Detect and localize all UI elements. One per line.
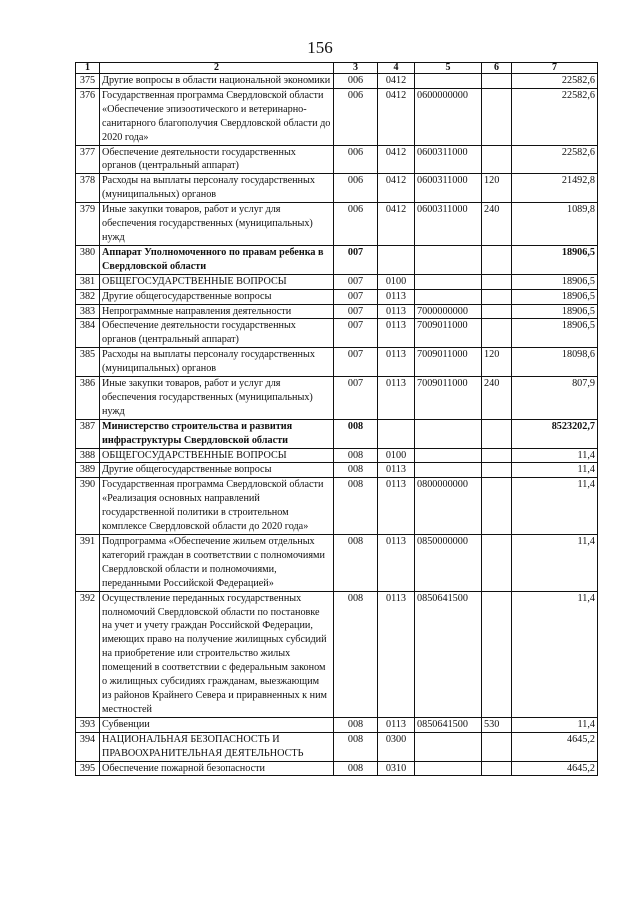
target-article-code xyxy=(415,761,482,776)
target-article-code: 7009011000 xyxy=(415,348,482,377)
ministry-code: 007 xyxy=(334,289,378,304)
ministry-code: 007 xyxy=(334,304,378,319)
row-name: Иные закупки товаров, работ и услуг для обеспечения государственных (муниципальных) нужд xyxy=(100,377,334,420)
table-row xyxy=(76,319,598,348)
target-article-code xyxy=(415,274,482,289)
column-header: 2 xyxy=(100,63,334,74)
expense-type-code xyxy=(482,289,512,304)
ministry-code: 006 xyxy=(334,174,378,203)
section-code: 0412 xyxy=(378,203,415,246)
target-article-code: 0850000000 xyxy=(415,535,482,592)
expense-type-code xyxy=(482,145,512,174)
row-number: 381 xyxy=(76,274,100,289)
ministry-code: 008 xyxy=(334,717,378,732)
table-row xyxy=(76,591,598,717)
expense-type-code xyxy=(482,419,512,448)
row-amount: 18906,5 xyxy=(512,289,598,304)
expense-type-code xyxy=(482,535,512,592)
expense-type-code xyxy=(482,88,512,145)
row-amount: 11,4 xyxy=(512,448,598,463)
table-row xyxy=(76,348,598,377)
table-row xyxy=(76,203,598,246)
section-code: 0412 xyxy=(378,88,415,145)
expense-type-code xyxy=(482,448,512,463)
row-amount: 22582,6 xyxy=(512,74,598,89)
ministry-code: 008 xyxy=(334,463,378,478)
row-amount: 11,4 xyxy=(512,591,598,717)
row-name: Обеспечение пожарной безопасности xyxy=(100,761,334,776)
target-article-code: 0800000000 xyxy=(415,478,482,535)
column-header: 6 xyxy=(482,63,512,74)
target-article-code: 0600000000 xyxy=(415,88,482,145)
row-amount: 1089,8 xyxy=(512,203,598,246)
row-amount: 18098,6 xyxy=(512,348,598,377)
table-row xyxy=(76,304,598,319)
expense-type-code: 120 xyxy=(482,348,512,377)
row-name: Государственная программа Свердловской области «Обеспечение эпизоотического и ветеринарно-санитарного благополучия Свердловской области до 2020 года» xyxy=(100,88,334,145)
table-row xyxy=(76,761,598,776)
row-amount: 18906,5 xyxy=(512,245,598,274)
section-code xyxy=(378,419,415,448)
row-number: 394 xyxy=(76,732,100,761)
target-article-code: 7009011000 xyxy=(415,377,482,420)
row-name: Расходы на выплаты персоналу государственных (муниципальных) органов xyxy=(100,174,334,203)
row-number: 390 xyxy=(76,478,100,535)
row-name: ОБЩЕГОСУДАРСТВЕННЫЕ ВОПРОСЫ xyxy=(100,274,334,289)
target-article-code: 0600311000 xyxy=(415,145,482,174)
table-row xyxy=(76,732,598,761)
row-name: НАЦИОНАЛЬНАЯ БЕЗОПАСНОСТЬ И ПРАВООХРАНИТЕЛЬНАЯ ДЕЯТЕЛЬНОСТЬ xyxy=(100,732,334,761)
row-name: Непрограммные направления деятельности xyxy=(100,304,334,319)
table-row xyxy=(76,448,598,463)
target-article-code: 7000000000 xyxy=(415,304,482,319)
section-code: 0113 xyxy=(378,717,415,732)
ministry-code: 008 xyxy=(334,419,378,448)
row-amount: 21492,8 xyxy=(512,174,598,203)
expense-type-code xyxy=(482,304,512,319)
table-row xyxy=(76,88,598,145)
expense-type-code: 530 xyxy=(482,717,512,732)
ministry-code: 007 xyxy=(334,377,378,420)
table-row xyxy=(76,478,598,535)
target-article-code xyxy=(415,419,482,448)
expense-type-code xyxy=(482,245,512,274)
table-row xyxy=(76,419,598,448)
row-number: 384 xyxy=(76,319,100,348)
column-header: 5 xyxy=(415,63,482,74)
header-row xyxy=(76,63,598,74)
table-row xyxy=(76,145,598,174)
row-number: 388 xyxy=(76,448,100,463)
ministry-code: 007 xyxy=(334,348,378,377)
ministry-code: 008 xyxy=(334,448,378,463)
expense-type-code xyxy=(482,74,512,89)
row-name: Обеспечение деятельности государственных органов (центральный аппарат) xyxy=(100,319,334,348)
expense-type-code xyxy=(482,478,512,535)
section-code: 0113 xyxy=(378,319,415,348)
row-number: 391 xyxy=(76,535,100,592)
ministry-code: 008 xyxy=(334,591,378,717)
target-article-code xyxy=(415,245,482,274)
section-code: 0113 xyxy=(378,478,415,535)
section-code: 0300 xyxy=(378,732,415,761)
section-code: 0113 xyxy=(378,535,415,592)
row-amount: 18906,5 xyxy=(512,274,598,289)
row-amount: 11,4 xyxy=(512,535,598,592)
section-code: 0412 xyxy=(378,145,415,174)
ministry-code: 007 xyxy=(334,274,378,289)
row-number: 380 xyxy=(76,245,100,274)
ministry-code: 008 xyxy=(334,732,378,761)
section-code: 0412 xyxy=(378,174,415,203)
ministry-code: 006 xyxy=(334,203,378,246)
ministry-code: 008 xyxy=(334,761,378,776)
row-number: 377 xyxy=(76,145,100,174)
target-article-code xyxy=(415,289,482,304)
target-article-code: 0850641500 xyxy=(415,717,482,732)
expense-type-code xyxy=(482,761,512,776)
row-number: 383 xyxy=(76,304,100,319)
row-amount: 18906,5 xyxy=(512,304,598,319)
expense-type-code xyxy=(482,732,512,761)
row-number: 389 xyxy=(76,463,100,478)
expense-type-code: 240 xyxy=(482,377,512,420)
section-code: 0113 xyxy=(378,463,415,478)
row-amount: 4645,2 xyxy=(512,761,598,776)
row-number: 376 xyxy=(76,88,100,145)
table-row xyxy=(76,463,598,478)
table-row xyxy=(76,245,598,274)
expense-type-code xyxy=(482,591,512,717)
row-amount: 22582,6 xyxy=(512,145,598,174)
expense-type-code: 240 xyxy=(482,203,512,246)
target-article-code xyxy=(415,463,482,478)
table-row xyxy=(76,535,598,592)
target-article-code xyxy=(415,732,482,761)
section-code: 0113 xyxy=(378,304,415,319)
row-amount: 11,4 xyxy=(512,463,598,478)
ministry-code: 006 xyxy=(334,88,378,145)
ministry-code: 006 xyxy=(334,74,378,89)
row-number: 386 xyxy=(76,377,100,420)
row-name: ОБЩЕГОСУДАРСТВЕННЫЕ ВОПРОСЫ xyxy=(100,448,334,463)
row-name: Аппарат Уполномоченного по правам ребенка в Свердловской области xyxy=(100,245,334,274)
target-article-code: 0600311000 xyxy=(415,203,482,246)
section-code: 0412 xyxy=(378,74,415,89)
row-number: 379 xyxy=(76,203,100,246)
ministry-code: 006 xyxy=(334,145,378,174)
row-amount: 8523202,7 xyxy=(512,419,598,448)
column-header: 3 xyxy=(334,63,378,74)
row-name: Обеспечение деятельности государственных органов (центральный аппарат) xyxy=(100,145,334,174)
column-header: 7 xyxy=(512,63,598,74)
column-header: 1 xyxy=(76,63,100,74)
row-number: 378 xyxy=(76,174,100,203)
section-code: 0100 xyxy=(378,274,415,289)
table-row xyxy=(76,289,598,304)
section-code xyxy=(378,245,415,274)
row-number: 375 xyxy=(76,74,100,89)
row-amount: 4645,2 xyxy=(512,732,598,761)
section-code: 0113 xyxy=(378,377,415,420)
row-name: Субвенции xyxy=(100,717,334,732)
ministry-code: 008 xyxy=(334,478,378,535)
section-code: 0113 xyxy=(378,591,415,717)
row-amount: 22582,6 xyxy=(512,88,598,145)
row-name: Расходы на выплаты персоналу государственных (муниципальных) органов xyxy=(100,348,334,377)
table-row xyxy=(76,274,598,289)
row-number: 382 xyxy=(76,289,100,304)
table-row xyxy=(76,717,598,732)
row-name: Другие общегосударственные вопросы xyxy=(100,289,334,304)
row-amount: 11,4 xyxy=(512,478,598,535)
row-name: Иные закупки товаров, работ и услуг для обеспечения государственных (муниципальных) нужд xyxy=(100,203,334,246)
ministry-code: 007 xyxy=(334,245,378,274)
row-name: Другие общегосударственные вопросы xyxy=(100,463,334,478)
table-row xyxy=(76,377,598,420)
row-name: Подпрограмма «Обеспечение жильем отдельных категорий граждан в соответствии с полномочиями Свердловской области и полномочиями, переданными Российской Федерацией» xyxy=(100,535,334,592)
row-amount: 11,4 xyxy=(512,717,598,732)
row-number: 393 xyxy=(76,717,100,732)
table-row xyxy=(76,174,598,203)
ministry-code: 008 xyxy=(334,535,378,592)
column-header: 4 xyxy=(378,63,415,74)
row-number: 385 xyxy=(76,348,100,377)
row-number: 387 xyxy=(76,419,100,448)
row-name: Другие вопросы в области национальной экономики xyxy=(100,74,334,89)
row-amount: 18906,5 xyxy=(512,319,598,348)
row-name: Осуществление переданных государственных полномочий Свердловской области по постановке на учет и учету граждан Российской Федерации, имеющих право на получение жилищных субсидий на приобретение или строительство жилых помещений в соответствии с федеральным законом о жилищных субсидиях гражданам, выезжающим из районов Крайнего Севера и приравненных к ним местностей xyxy=(100,591,334,717)
section-code: 0113 xyxy=(378,289,415,304)
expense-type-code xyxy=(482,274,512,289)
target-article-code: 7009011000 xyxy=(415,319,482,348)
row-number: 395 xyxy=(76,761,100,776)
budget-table xyxy=(75,62,598,776)
expense-type-code: 120 xyxy=(482,174,512,203)
row-number: 392 xyxy=(76,591,100,717)
section-code: 0100 xyxy=(378,448,415,463)
target-article-code: 0850641500 xyxy=(415,591,482,717)
row-name: Министерство строительства и развития инфраструктуры Свердловской области xyxy=(100,419,334,448)
section-code: 0310 xyxy=(378,761,415,776)
ministry-code: 007 xyxy=(334,319,378,348)
section-code: 0113 xyxy=(378,348,415,377)
row-amount: 807,9 xyxy=(512,377,598,420)
page-number: 156 xyxy=(307,38,333,57)
target-article-code xyxy=(415,448,482,463)
table-row xyxy=(76,74,598,89)
expense-type-code xyxy=(482,319,512,348)
expense-type-code xyxy=(482,463,512,478)
target-article-code: 0600311000 xyxy=(415,174,482,203)
row-name: Государственная программа Свердловской области «Реализация основных направлений государственной политики в строительном комплексе Свердловской области до 2020 года» xyxy=(100,478,334,535)
target-article-code xyxy=(415,74,482,89)
